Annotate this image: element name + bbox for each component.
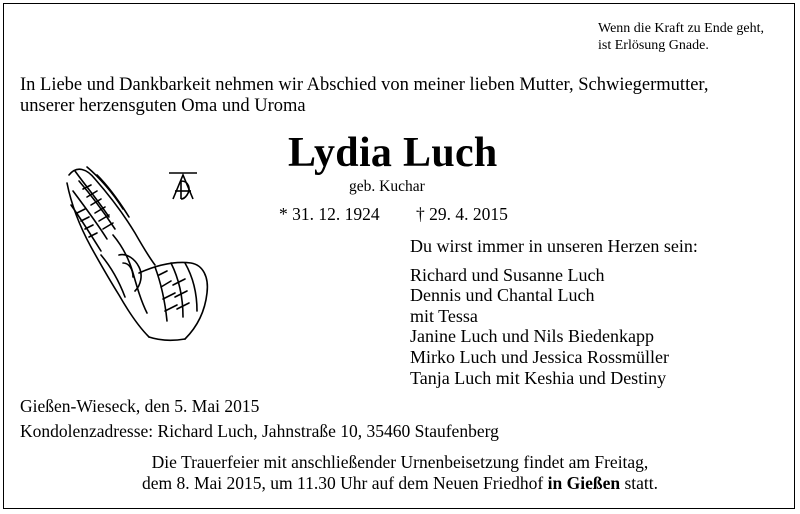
monogram-icon [169, 173, 197, 199]
ceremony-line-2-end: statt. [620, 473, 659, 493]
survivors-heading: Du wirst immer in unseren Herzen sein: [410, 236, 698, 256]
deceased-name: Lydia Luch [288, 130, 498, 176]
maiden-name: geb. Kuchar [349, 178, 425, 195]
motto-line-2: ist Erlösung Gnade. [598, 38, 709, 53]
survivors-list [410, 236, 698, 388]
birth-date: * 31. 12. 1924 [279, 204, 380, 224]
ceremony-location: in Gießen [547, 473, 621, 493]
intro-text [20, 75, 780, 117]
ceremony-line-2 [0, 473, 800, 494]
condolence-address: Kondolenzadresse: Richard Luch, Jahnstraße 10, 35460 Staufenberg [20, 421, 499, 441]
ceremony-line-1: Die Trauerfeier mit anschließender Urnenbeisetzung findet am Freitag, [151, 452, 649, 472]
death-date: † 29. 4. 2015 [416, 204, 508, 224]
motto [598, 20, 774, 54]
motto-line-1: Wenn die Kraft zu Ende geht, [598, 21, 765, 36]
survivor-line: Mirko Luch und Jessica Rossmüller [410, 346, 669, 367]
survivor-line: Tanja Luch mit Keshia und Destiny [410, 367, 667, 388]
ceremony-notice [0, 452, 800, 494]
ceremony-line-2-start: dem 8. Mai 2015, um 11.30 Uhr auf dem Neuen Friedhof [141, 473, 548, 493]
intro-line-2: unserer herzensguten Oma und Uroma [20, 96, 306, 116]
survivor-line: Richard und Susanne Luch [410, 264, 605, 285]
survivor-line: Janine Luch und Nils Biedenkapp [410, 326, 654, 347]
intro-line-1: In Liebe und Dankbarkeit nehmen wir Abschied von meiner lieben Mutter, Schwiegermutter, [20, 75, 709, 95]
place-and-date: Gießen-Wieseck, den 5. Mai 2015 [20, 396, 260, 416]
survivor-line: Dennis und Chantal Luch [410, 285, 595, 306]
survivor-line: mit Tessa [410, 305, 478, 326]
praying-hands-icon [57, 155, 217, 345]
